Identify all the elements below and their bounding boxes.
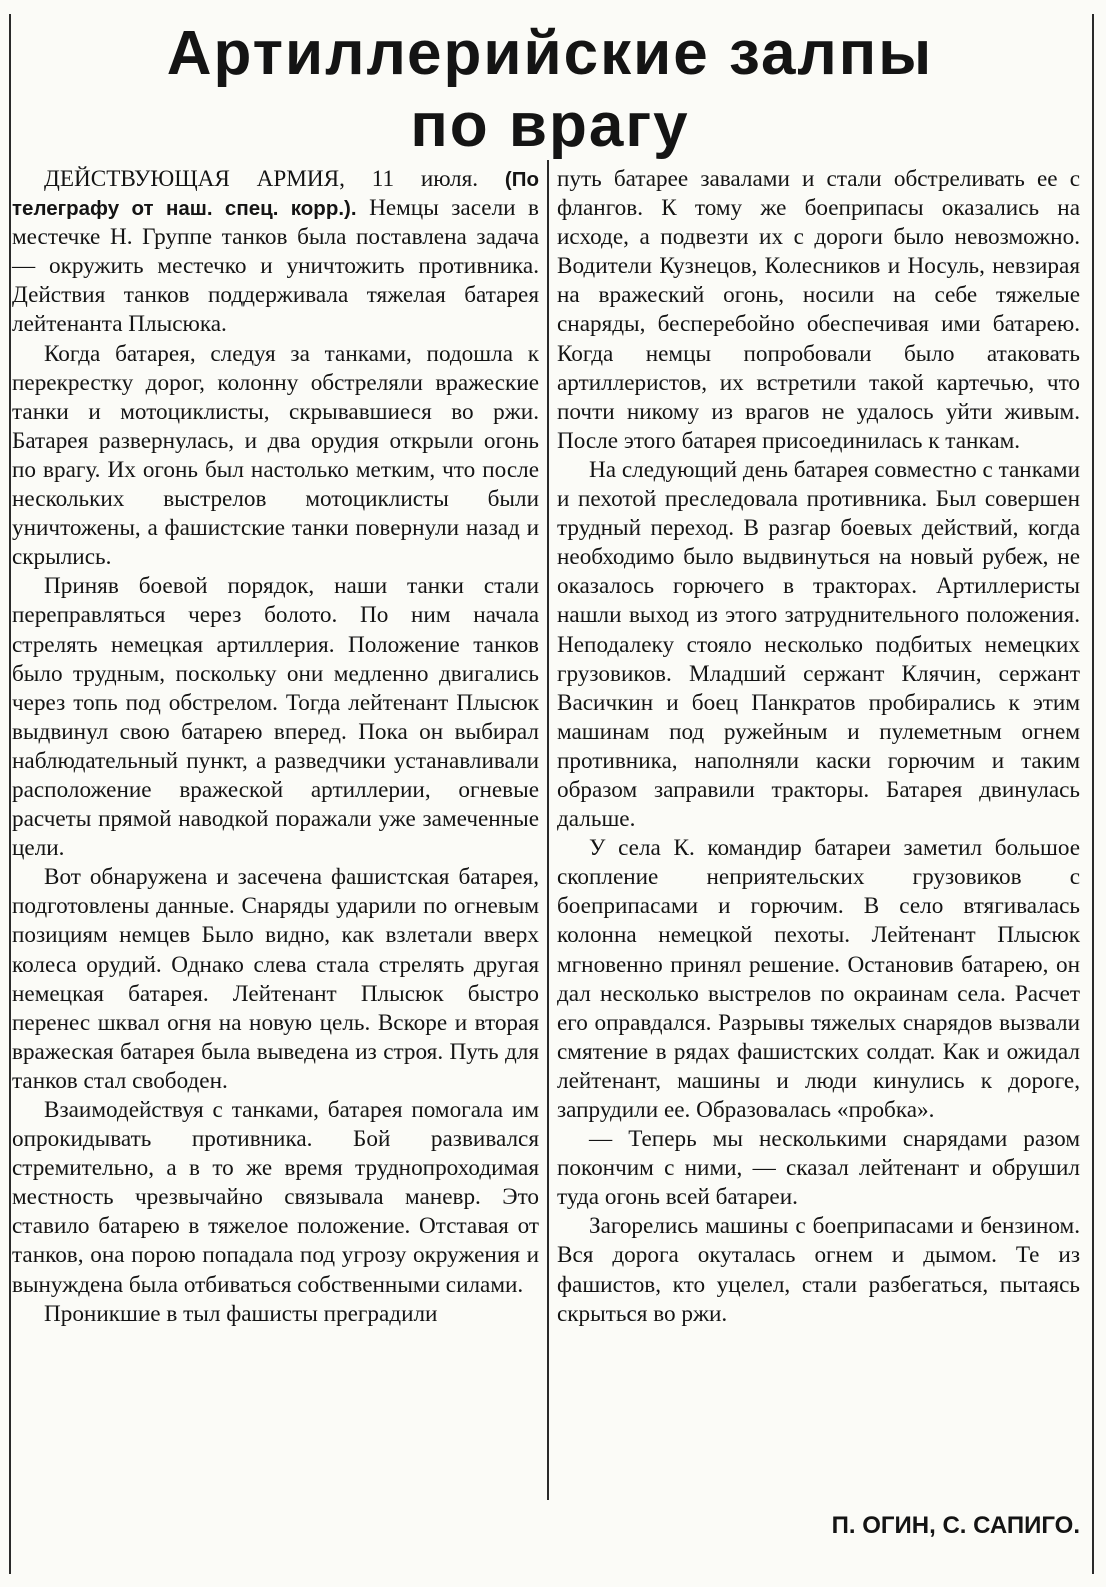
article-paragraph: путь батарее завалами и стали обстреливать ее с флангов. К тому же боеприпасы оказались на исходе, а подвезти их с дороги было невозможно. Водители Кузнецов, Колесников и Носуль, невзирая на вражеский огонь, носили на себе тяжелые снаряды, бесперебойно обеспечивая ими батарею. Когда немцы попробовали было атаковать артиллеристов, их встретили такой картечью, что почти никому из врагов не удалось уйти живым. После этого батарея присоединилась к танкам.	[557, 166, 1080, 454]
article-paragraph: Загорелись машины с боеприпасами и бензином. Вся дорога окуталась огнем и дымом. Те из фашистов, кто уцелел, стали разбегаться, пытаясь скрыться во ржи.	[557, 1213, 1080, 1327]
article-paragraph: Проникшие в тыл фашисты преградили	[44, 1300, 438, 1327]
author-byline: П. ОГИН, С. САПИГО.	[831, 1512, 1080, 1539]
article-paragraph: Приняв боевой порядок, наши танки стали переправляться через болото. По ним начала стрелять немецкая артиллерия. Положение танков было трудным, поскольку они медленно двигались через топь под обстрелом. Тогда лейтенант Плысюк выдвинул свою батарею вперед. Пока он выбирал наблюдательный пункт, а разведчики устанавливали расположение вражеской артиллерии, огневые расчеты прямой наводкой поражали уже замеченные цели.	[12, 573, 539, 862]
article-paragraph: Вот обнаружена и засечена фашистская батарея, подготовлены данные. Снаряды ударили по огневым позициям немцев Было видно, как взлетали вверх колеса орудий. Однако слева стала стрелять другая немецкая батарея. Лейтенант Плысюк быстро перенес шквал огня на новую цель. Вскоре и вторая вражеская батарея была выведена из строя. Путь для танков стал свободен.	[12, 864, 539, 1094]
article-column-left	[12, 165, 539, 1329]
headline-line-1: Артиллерийские залпы	[166, 19, 934, 88]
source-note: (По телеграфу от наш. спец. корр.).	[12, 168, 540, 221]
article-paragraph: У села К. командир батареи заметил большое скопление неприятельских грузовиков с боеприпасами и горючим. В село втягивалась колонна немецкой пехоты. Лейтенант Плысюк мгновенно принял решение. Остановив батарею, он дал несколько выстрелов по окраинам села. Расчет его оправдался. Разрывы тяжелых снарядов вызвали смятение в рядах фашистских солдат. Как и ожидал лейтенант, машины и люди кинулись к дороге, запрудили ее. Образовалась «пробка».	[557, 835, 1080, 1123]
paragraph-text: Немцы засели в местечке Н. Группе танков была поставлена задача — окружить местечко и уничтожить противника. Действия танков поддерживала тяжелая батарея лейтенанта Плысюка.	[12, 195, 540, 338]
headline-line-2: по врагу	[410, 91, 690, 160]
article-headline	[120, 18, 980, 162]
right-border-rule	[1092, 14, 1094, 1574]
article-paragraph: — Теперь мы несколькими снарядами разом покончим с ними, — сказал лейтенант и обрушил туда огонь всей батареи.	[557, 1126, 1080, 1211]
left-border-rule	[9, 14, 11, 1574]
article-column-right	[557, 165, 1080, 1329]
column-divider-rule	[547, 160, 549, 1500]
article-paragraph: На следующий день батарея совместно с танками и пехотой преследовала противника. Был совершен трудный переход. В разгар боевых действий, когда необходимо было выдвинуться на новый рубеж, не оказалось горючего в тракторах. Артиллеристы нашли выход из этого затруднительного положения. Неподалеку стояло несколько подбитых немецких грузовиков. Младший сержант Клячин, сержант Васичкин и боец Панкратов пробирались к этим машинам под ружейным и пулеметным огнем противника, наполняли каски горючим и таким образом заправили тракторы. Батарея двинулась дальше.	[557, 456, 1080, 833]
article-paragraph: Когда батарея, следуя за танками, подошла к перекрестку дорог, колонну обстреляли вражеские танки и мотоциклисты, скрывавшиеся во ржи. Батарея развернулась, и два орудия открыли огонь по врагу. Их огонь был настолько метким, что после нескольких выстрелов мотоциклисты были уничтожены, а фашистские танки повернули назад и скрылись.	[12, 340, 539, 571]
article-paragraph	[12, 165, 539, 340]
article-paragraph: Взаимодействуя с танками, батарея помогала им опрокидывать противника. Бой развивался стремительно, а в то же время труднопроходимая местность чрезвычайно связывала маневр. Это ставило батарею в тяжелое положение. Отставая от танков, она порою попадала под угрозу окружения и вынуждена была отбиваться собственными силами.	[12, 1097, 539, 1298]
dateline: ДЕЙСТВУЮЩАЯ АРМИЯ, 11 июля.	[44, 166, 479, 192]
